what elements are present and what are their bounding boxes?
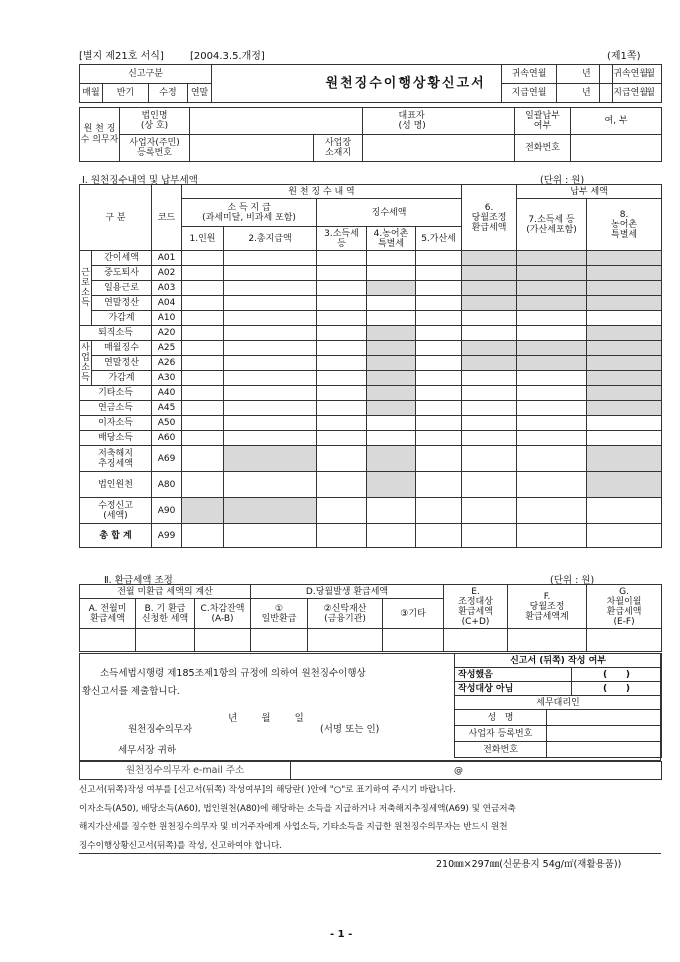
colD1-header: ① 일반환급 [251, 599, 308, 629]
back-title: 신고서 (뒤쪽) 작성 여부 [455, 654, 662, 668]
cell-shaded [367, 356, 416, 371]
agent-name-value[interactable] [547, 710, 662, 726]
cell-shaded [587, 401, 662, 416]
col7-header: 7.소득세 등 (가산세포함) [517, 199, 587, 251]
cell-shaded [587, 326, 662, 341]
cell[interactable] [317, 326, 367, 341]
section2-title: Ⅱ. 환급세액 조정 [104, 575, 173, 586]
cell-shaded [587, 281, 662, 296]
cell[interactable] [182, 341, 224, 356]
cell[interactable] [224, 251, 317, 266]
cell[interactable] [517, 431, 587, 446]
cell-shaded [367, 326, 416, 341]
col2-header: 2.총지급액 [224, 227, 317, 251]
row-label: 저축해지 추징세액 [80, 446, 152, 472]
declaration-text-2: 황신고서를 제출합니다. [82, 686, 180, 697]
cell[interactable] [182, 266, 224, 281]
agent-bizno-value[interactable] [547, 726, 662, 742]
adjust-refund-header: 6. 당월조정 환급세액 [462, 185, 517, 251]
note-line: 신고서(뒤쪽)작성 여부를 [신고서(뒤쪽) 작성여부]의 해당란( )안에 "○"로 표기하여 주시기 바랍니다. [79, 785, 456, 795]
lump-label: 일괄납부 여부 [515, 108, 571, 135]
cell-shaded [182, 498, 224, 524]
row-code: A25 [152, 341, 182, 356]
corp-name-value[interactable] [190, 108, 363, 135]
cell[interactable] [367, 296, 416, 311]
cell[interactable] [251, 629, 308, 652]
cell[interactable] [182, 326, 224, 341]
period-pay-value[interactable]: 년 [557, 84, 613, 103]
row-label: 기타소득 [80, 386, 152, 401]
payment-tax-header: 납부 세액 [517, 185, 662, 199]
cell[interactable] [182, 371, 224, 386]
row-code: A40 [152, 386, 182, 401]
type-yearend[interactable]: 연말 [188, 84, 212, 103]
cell[interactable] [462, 401, 517, 416]
cell[interactable] [182, 431, 224, 446]
category-header: 구 분 [80, 185, 152, 251]
row-label: 법인원천 [80, 472, 152, 498]
cell[interactable] [462, 524, 517, 548]
cell[interactable] [416, 311, 462, 326]
cell[interactable] [367, 416, 416, 431]
cell-shaded [367, 371, 416, 386]
cell[interactable] [308, 629, 383, 652]
cell-shaded [367, 341, 416, 356]
colC-header: C.차감잔액 (A-B) [195, 599, 251, 629]
cell[interactable] [462, 431, 517, 446]
cell[interactable] [416, 266, 462, 281]
notes-bottom-rule [79, 853, 661, 854]
row-label: 일용근로 [92, 281, 152, 296]
cell-shaded [462, 266, 517, 281]
cell[interactable] [517, 416, 587, 431]
cell[interactable] [462, 311, 517, 326]
row-code: A69 [152, 446, 182, 472]
cell[interactable] [317, 446, 367, 472]
code-header: 코드 [152, 185, 182, 251]
withholder-label: 원 천 징 수 의무자 [80, 108, 120, 162]
cell[interactable] [508, 629, 587, 652]
written-label: 작성했음 [455, 668, 572, 682]
cell[interactable] [182, 281, 224, 296]
row-label: 연말정산 [92, 356, 152, 371]
row-code: A04 [152, 296, 182, 311]
cell[interactable] [224, 356, 317, 371]
cell[interactable] [416, 281, 462, 296]
agent-bizno-label: 사업자 등록번호 [455, 726, 547, 742]
not-target-label: 작성대상 아님 [455, 682, 572, 696]
cell[interactable] [224, 296, 317, 311]
cell[interactable] [224, 341, 317, 356]
colD3-header: ③기타 [383, 599, 444, 629]
cell[interactable] [416, 401, 462, 416]
cell[interactable] [317, 472, 367, 498]
cell[interactable] [517, 446, 587, 472]
cell[interactable] [416, 386, 462, 401]
phone-value[interactable] [571, 135, 662, 162]
notes-top-rule [79, 779, 661, 780]
period-attr-value[interactable]: 년 [557, 65, 613, 84]
cell[interactable] [224, 431, 317, 446]
address-value[interactable] [363, 135, 515, 162]
cell[interactable] [224, 524, 317, 548]
cell-shaded [587, 341, 662, 356]
cell[interactable] [182, 446, 224, 472]
cell[interactable] [182, 251, 224, 266]
cell-shaded [224, 446, 317, 472]
cell[interactable] [367, 311, 416, 326]
not-target-check[interactable]: ( ) [572, 682, 662, 696]
cell-shaded [587, 356, 662, 371]
phone-label: 전화번호 [515, 135, 571, 162]
group-earned: 근로소득 [80, 251, 92, 326]
cell[interactable] [182, 472, 224, 498]
cell[interactable] [416, 416, 462, 431]
period-labels-fix [501, 64, 557, 103]
cell[interactable] [317, 431, 367, 446]
period-attr-month[interactable]: 월 [613, 65, 662, 84]
cell[interactable] [195, 629, 251, 652]
row-code: A20 [152, 326, 182, 341]
agent-name-label: 성 명 [455, 710, 547, 726]
row-label: 가감계 [92, 371, 152, 386]
cell[interactable] [317, 524, 367, 548]
cell[interactable] [317, 281, 367, 296]
cell[interactable] [462, 386, 517, 401]
cell[interactable] [317, 401, 367, 416]
cell[interactable] [517, 401, 587, 416]
cell-shaded [587, 296, 662, 311]
period-attr-label: 귀속연월 [600, 65, 662, 84]
withholding-detail-header: 원 천 징 수 내 역 [182, 185, 462, 199]
tax-collected-header: 징수세액 [317, 199, 462, 227]
colG-header: G. 차월이월 환급세액 (E-F) [587, 585, 662, 629]
cell[interactable] [224, 371, 317, 386]
cell-shaded [462, 356, 517, 371]
cell-shaded [587, 446, 662, 472]
row-label: 가감계 [92, 311, 152, 326]
cell[interactable] [416, 371, 462, 386]
declaration-date[interactable]: 년 월 일 [228, 713, 304, 724]
row-label: 퇴직소득 [80, 326, 152, 341]
row-code: A50 [152, 416, 182, 431]
cell-shaded [462, 341, 517, 356]
cell[interactable] [182, 356, 224, 371]
rep-spacer [363, 108, 396, 135]
colD2-header: ②신탁재산 (금융기관) [308, 599, 383, 629]
cell[interactable] [182, 401, 224, 416]
cell[interactable] [224, 326, 317, 341]
page-number: - 1 - [330, 929, 353, 940]
cell[interactable] [367, 431, 416, 446]
cell[interactable] [224, 472, 317, 498]
cell-shaded [587, 472, 662, 498]
lump-value[interactable]: 여, 부 [571, 108, 662, 135]
row-label: 중도퇴사 [92, 266, 152, 281]
row-code: A80 [152, 472, 182, 498]
row-code: A60 [152, 431, 182, 446]
cell[interactable] [317, 296, 367, 311]
colB-header: B. 기 환급 신청한 세액 [136, 599, 195, 629]
cell[interactable] [224, 401, 317, 416]
bizno-label: 사업자(주민) 등록번호 [120, 135, 190, 162]
notes [79, 781, 661, 855]
note-line: 징수이행상황신고서(뒤쪽)를 작성, 신고하여야 합니다. [79, 840, 282, 851]
period-pay-label: 지급연월 [600, 84, 662, 103]
cell[interactable] [416, 498, 462, 524]
cell[interactable] [416, 296, 462, 311]
type-amend[interactable]: 수정 [149, 84, 188, 103]
cell-shaded [587, 386, 662, 401]
cell-shaded [367, 386, 416, 401]
revision: [2004.3.5.개정] [190, 51, 265, 62]
col4-header: 4.농어촌 특별세 [367, 227, 416, 251]
form-title: 원천징수이행상황신고서 [212, 65, 600, 103]
cell[interactable] [224, 416, 317, 431]
period-attr-label-cell: 귀속연월 [502, 65, 557, 84]
cell[interactable] [416, 356, 462, 371]
declaration-text-1: 소득세법시행령 제185조제1항의 규정에 의하여 원천징수이행상 [100, 668, 366, 679]
row-label: 수정신고 (세액) [80, 498, 152, 524]
note-line: 해지가산세를 징수한 원천징수의무자 및 비거주자에게 사업소득, 기타소득을 지급한 원천징수의무자는 반드시 원천 [79, 822, 508, 832]
refund-table [79, 584, 662, 652]
prev-calc-header: 전월 미환급 세액의 계산 [80, 585, 251, 599]
cell[interactable] [517, 498, 587, 524]
cell[interactable] [367, 524, 416, 548]
written-check[interactable]: ( ) [572, 668, 662, 682]
row-label: 간이세액 [92, 251, 152, 266]
cell[interactable] [367, 251, 416, 266]
row-code: A26 [152, 356, 182, 371]
page-label: (제1쪽) [607, 51, 641, 62]
row-code: A30 [152, 371, 182, 386]
income-pay-header: 소 득 지 급 (과세미달, 비과세 포함) [182, 199, 317, 227]
note-line: 이자소득(A50), 배당소득(A60), 법인원천(A80)에 해당하는 소득을 지급하거나 저축해지추징세액(A69) 및 연금저축 [79, 803, 516, 814]
cell[interactable] [587, 498, 662, 524]
type-half[interactable]: 반기 [103, 84, 149, 103]
cell[interactable] [444, 629, 508, 652]
cell[interactable] [383, 629, 444, 652]
row-label: 배당소득 [80, 431, 152, 446]
cell-shaded [367, 281, 416, 296]
period-pay-label-cell: 지급연월 [502, 84, 557, 103]
form-ref: [별지 제21호 서식] [79, 51, 164, 62]
colF-header: F. 당월조정 환급세액계 [508, 585, 587, 629]
row-code: A10 [152, 311, 182, 326]
cell[interactable] [317, 251, 367, 266]
cell[interactable] [462, 371, 517, 386]
cell-shaded [517, 341, 587, 356]
cell[interactable] [317, 498, 367, 524]
cell[interactable] [517, 386, 587, 401]
declaration-sign[interactable]: (서명 또는 인) [320, 724, 380, 735]
paper-spec: 210㎜×297㎜(신문용지 54g/㎡(재활용품)) [436, 859, 622, 870]
cell[interactable] [462, 498, 517, 524]
row-label: 연말정산 [92, 296, 152, 311]
cell[interactable] [517, 524, 587, 548]
withholding-table [79, 184, 662, 548]
agent-phone-label: 전화번호 [455, 742, 547, 758]
col5-header: 5.가산세 [416, 227, 462, 251]
email-table [79, 761, 662, 780]
cell-shaded [587, 251, 662, 266]
cell[interactable] [182, 296, 224, 311]
cell[interactable] [317, 341, 367, 356]
back-page-table [454, 653, 662, 758]
cell[interactable] [462, 326, 517, 341]
cell-shaded [462, 251, 517, 266]
email-label: 원천징수의무자 e-mail 주소 [80, 762, 291, 780]
row-code: A02 [152, 266, 182, 281]
row-code: A45 [152, 401, 182, 416]
cell[interactable] [416, 446, 462, 472]
type-monthly[interactable]: 매월 [80, 84, 103, 103]
bizno-value[interactable] [190, 135, 314, 162]
cell[interactable] [587, 524, 662, 548]
cell[interactable] [224, 266, 317, 281]
corp-name-label: 법인명 (상 호) [120, 108, 190, 135]
cell[interactable] [517, 472, 587, 498]
cell[interactable] [517, 326, 587, 341]
cell[interactable] [136, 629, 195, 652]
cell[interactable] [224, 311, 317, 326]
colA-header: A. 전월미 환급세액 [80, 599, 136, 629]
group-business: 사업소득 [80, 341, 92, 386]
period-values [556, 64, 662, 103]
cell-shaded [224, 498, 317, 524]
row-label: 매월징수 [92, 341, 152, 356]
cell[interactable] [182, 524, 224, 548]
section2-unit: (단위 : 원) [550, 575, 595, 586]
cell[interactable] [317, 356, 367, 371]
cell[interactable] [517, 371, 587, 386]
cell[interactable] [182, 311, 224, 326]
occurred-header: D.당월발생 환급세액 [251, 585, 444, 599]
col8-header: 8. 농어촌 특별세 [587, 199, 662, 251]
section1-unit: (단위 : 원) [540, 175, 585, 186]
declaration-withholder: 원천징수의무자 [128, 724, 193, 735]
row-code: A90 [152, 498, 182, 524]
row-code: A99 [152, 524, 182, 548]
col3-header: 3.소득세 등 [317, 227, 367, 251]
cell[interactable] [367, 266, 416, 281]
section1-title: Ⅰ. 원천징수내역 및 납부세액 [82, 175, 198, 186]
address-label: 사업장 소재지 [314, 135, 363, 162]
declaration-addressee: 세무서장 귀하 [118, 745, 177, 756]
cell[interactable] [182, 416, 224, 431]
row-code: A03 [152, 281, 182, 296]
cell[interactable] [317, 416, 367, 431]
row-label-total: 총 합 계 [80, 524, 152, 548]
row-label: 이자소득 [80, 416, 152, 431]
cell[interactable] [587, 629, 662, 652]
cell[interactable] [224, 386, 317, 401]
agent-phone-value[interactable] [547, 742, 662, 758]
row-code: A01 [152, 251, 182, 266]
cell[interactable] [224, 281, 317, 296]
cell-shaded [462, 296, 517, 311]
cell-shaded [517, 296, 587, 311]
cell[interactable] [317, 371, 367, 386]
cell[interactable] [587, 311, 662, 326]
cell-shaded [517, 281, 587, 296]
cell[interactable] [462, 416, 517, 431]
cell[interactable] [587, 431, 662, 446]
cell[interactable] [317, 266, 367, 281]
cell[interactable] [517, 311, 587, 326]
email-input[interactable]: @ [291, 762, 662, 780]
cell[interactable] [317, 311, 367, 326]
row-label: 연금소득 [80, 401, 152, 416]
cell[interactable] [317, 386, 367, 401]
withholder-table [79, 107, 662, 162]
rep-label: 대표자 (성 명) [396, 108, 515, 135]
cell-shaded [517, 266, 587, 281]
cell[interactable] [462, 446, 517, 472]
cell-shaded [517, 356, 587, 371]
agent-label: 세무대리인 [455, 696, 662, 710]
cell-shaded [587, 371, 662, 386]
cell[interactable] [416, 251, 462, 266]
cell[interactable] [416, 326, 462, 341]
cell[interactable] [80, 629, 136, 652]
cell[interactable] [416, 341, 462, 356]
cell[interactable] [367, 498, 416, 524]
report-type-label: 신고구분 [80, 65, 212, 84]
cell[interactable] [416, 431, 462, 446]
cell-shaded [367, 472, 416, 498]
cell[interactable] [587, 416, 662, 431]
col1-header: 1.인원 [182, 227, 224, 251]
cell-shaded [517, 251, 587, 266]
cell-shaded [367, 401, 416, 416]
cell[interactable] [416, 524, 462, 548]
period-pay-month[interactable]: 월 [613, 84, 662, 103]
cell-shaded [462, 281, 517, 296]
colE-header: E. 조정대상 환급세액 (C+D) [444, 585, 508, 629]
cell-shaded [367, 446, 416, 472]
cell[interactable] [182, 386, 224, 401]
cell-shaded [587, 266, 662, 281]
cell[interactable] [462, 472, 517, 498]
cell[interactable] [416, 472, 462, 498]
